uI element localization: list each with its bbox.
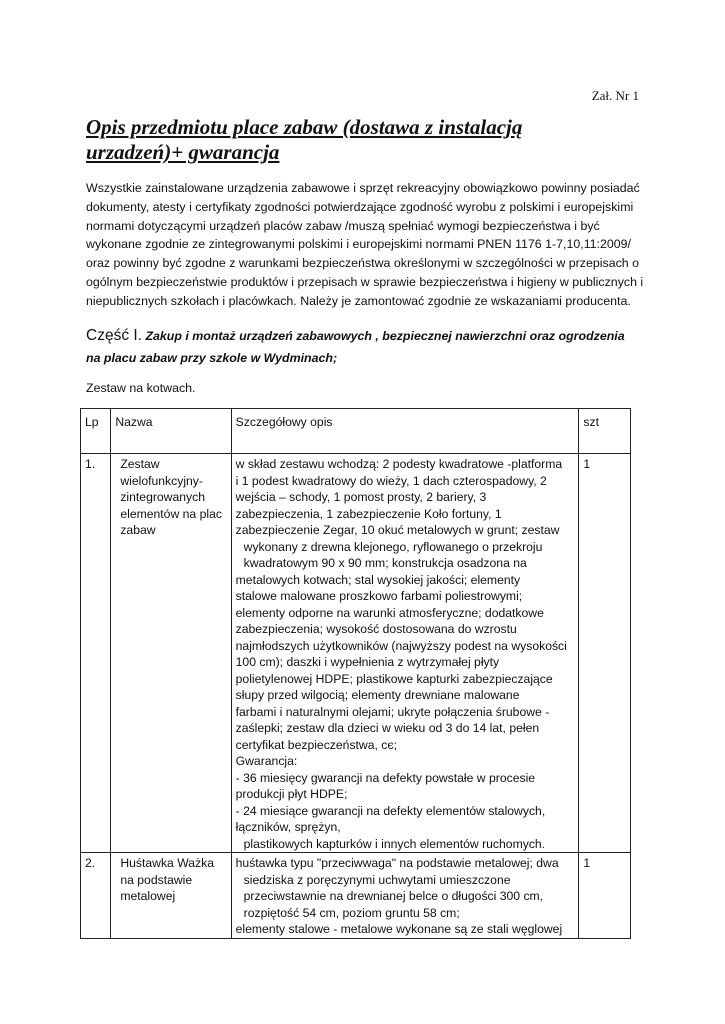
opis-line: łączników, sprężyn, (235, 820, 341, 834)
opis-line: siedziska z poręczynymi uchwytami umieszczone (243, 872, 511, 887)
opis-line: 100 cm); daszki i wypełnienia z wytrzymałej płyty (235, 655, 500, 669)
opis-line: produkcji płyt HDPE; (235, 787, 348, 801)
opis-line: zabezpieczenia; wysokość dostosowana do wzrostu (235, 622, 517, 636)
header-nazwa: Nazwa (111, 409, 231, 454)
part-text: Zakup i montaż urządzeń zabawowych , bezpiecznej nawierzchni oraz ogrodzenia (145, 329, 625, 343)
opis-line: stalowe malowane proszkowo farbami poliestrowymi; (235, 589, 523, 603)
nazwa-line: wielofunkcyjny- (120, 473, 203, 488)
opis-line: - 24 miesiące gwarancji na defekty elementów stalowych, (235, 803, 546, 818)
nazwa-line: Huśtawka Ważka (120, 856, 215, 870)
title-line: urzadzeń)+ gwarancja (86, 140, 280, 164)
opis-line: elementy odporne na warunki atmosferyczne; dodatkowe (235, 605, 544, 620)
cell-szt: 1 (579, 853, 631, 939)
cell-opis (231, 853, 579, 939)
nazwa-line: zintegrowanych (120, 490, 206, 504)
intro-line: dokumenty, atesty i certyfikaty zgodności potwierdzające zgodność wyrobu z polskimi i europejskimi (86, 199, 634, 214)
opis-line: wejścia – schody, 1 pomost prosty, 2 bariery, 3 (235, 490, 487, 504)
header-opis: Szczegółowy opis (231, 409, 579, 454)
section-subheading: Zestaw na kotwach. (86, 381, 196, 395)
opis-line: zabezpieczenia, 1 zabezpieczenie Koło fortuny, 1 (235, 506, 502, 521)
table-header-row (81, 409, 631, 454)
opis-line: metalowych kotwach; stal wysokiej jakości; elementy (235, 572, 521, 587)
intro-line: niepublicznych szkołach i placówkach. Należy je zamontować zgodnie ze wskazaniami producenta. (86, 293, 631, 308)
cell-lp: 2. (81, 853, 111, 939)
opis-line: farbami i naturalnymi olejami; ukryte połączenia śrubowe - (235, 704, 550, 719)
intro-line: normami dotyczącymi urządzeń placów zabaw /muszą spełniać wymogi bezpieczeństwa i być (86, 218, 600, 233)
cell-szt: 1 (579, 454, 631, 853)
table-row (81, 853, 631, 939)
document-title (86, 115, 646, 165)
nazwa-line: Zestaw (120, 457, 160, 471)
cell-nazwa (111, 454, 231, 853)
part-heading-line (86, 325, 646, 347)
opis-line: najmłodszych użytkowników (najwyższy podest na wysokości (235, 638, 567, 653)
opis-line: plastikowych kapturków i innych elementów ruchomych. (243, 836, 546, 851)
nazwa-line: na podstawie (120, 872, 193, 887)
opis-line: i 1 podest kwadratowy do wieży, 1 dach czterospadowy, 2 (235, 473, 547, 488)
specification-table (80, 408, 631, 939)
header-lp: Lp (81, 409, 111, 454)
intro-line: Wszystkie zainstalowane urządzenia zabawowe i sprzęt rekreacyjny obowiązkowo powinny posiadać (86, 181, 640, 195)
attachment-label: Zał. Nr 1 (591, 88, 639, 103)
opis-line: kwadratowym 90 x 90 mm; konstrukcja osadzona na (243, 556, 527, 570)
table-row (81, 454, 631, 853)
opis-line: zaślepki; zestaw dla dzieci w wieku od 3 do 14 lat, pełen (235, 721, 540, 735)
nazwa-line: zabaw (120, 523, 156, 537)
opis-line: huśtawka typu "przeciwwaga" na podstawie metalowej; dwa (235, 856, 559, 870)
opis-line: rozpiętość 54 cm, poziom gruntu 58 cm; (243, 905, 460, 920)
intro-line: wykonane zgodnie ze zintegrowanymi polskimi i europejskimi normami PNEN 1176 1-7,10,11:2009/ (86, 237, 631, 252)
nazwa-line: elementów na plac (120, 506, 222, 521)
opis-line: w skład zestawu wchodzą: 2 podesty kwadratowe -platforma (235, 457, 563, 471)
opis-line: przeciwstawnie na drewnianej belce o długości 300 cm, (243, 889, 544, 903)
intro-paragraph (86, 179, 646, 311)
cell-lp: 1. (81, 454, 111, 853)
opis-line: certyfikat bezpieczeństwa, cє; (235, 737, 397, 752)
opis-line: zabezpieczenie Zegar, 10 okuć metalowych w grunt; zestaw (235, 523, 560, 537)
part-heading (86, 325, 646, 369)
cell-nazwa (111, 853, 231, 939)
opis-line: Gwarancja: (235, 754, 298, 768)
opis-line: wykonany z drewna klejonego, ryflowanego o przekroju (243, 539, 543, 554)
opis-line: polietylenowej HDPE; plastikowe kapturki zabezpieczające (235, 671, 553, 686)
intro-line: ogólnym bezpieczeństwie produktów i przepisach w sprawie bezpieczeństwa i higieny w publicznych i (86, 274, 644, 289)
title-line: Opis przedmiotu place zabaw (dostawa z instalacją (86, 115, 523, 139)
opis-line: słupy przed wilgocią; elementy drewniane malowane (235, 688, 520, 702)
cell-opis (231, 454, 579, 853)
header-szt: szt (579, 409, 631, 454)
part-label: Część I. (86, 327, 142, 344)
opis-line: - 36 miesięcy gwarancji na defekty powstałe w procesie (235, 770, 536, 785)
nazwa-line: metalowej (120, 889, 176, 903)
opis-line: elementy stalowe - metalowe wykonane są ze stali węglowej (235, 922, 563, 936)
intro-line: oraz powinny być zgodne z warunkami bezpieczeństwa określonymi w szczególności w przepisach o (86, 256, 640, 271)
part-text: na placu zabaw przy szkole w Wydminach; (86, 351, 338, 365)
